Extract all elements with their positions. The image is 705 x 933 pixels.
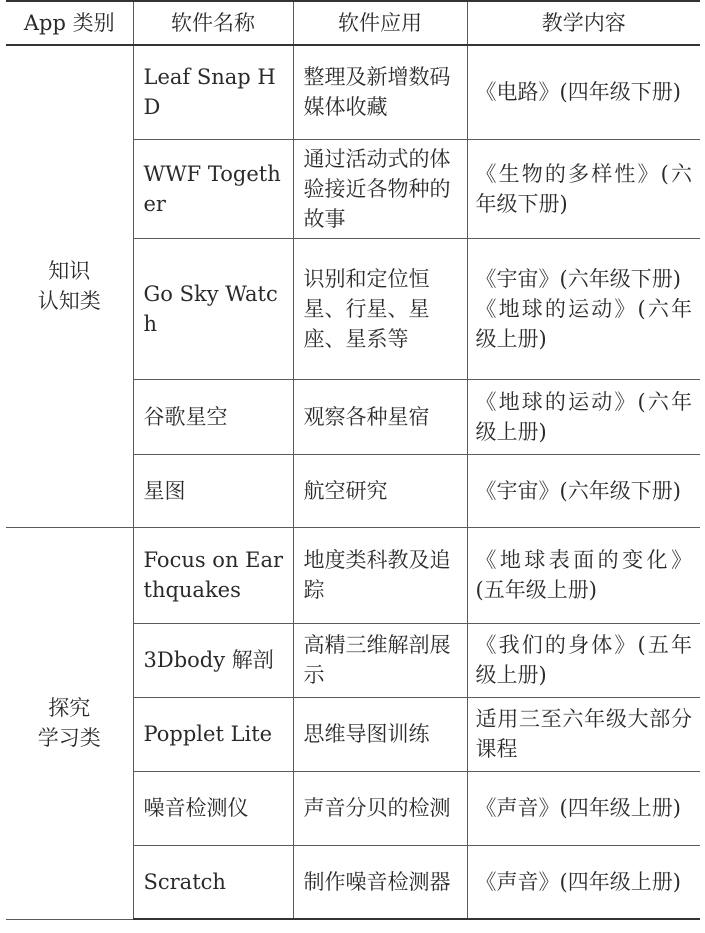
- category-cell: [6, 527, 133, 919]
- software-use: 地度类科教及追踪: [293, 527, 467, 623]
- category-label: 探究 学习类: [37, 696, 101, 750]
- software-name: 谷歌星空: [133, 379, 293, 454]
- teaching-content: 《我们的身体》(五年级上册): [467, 623, 700, 697]
- software-name: Popplet Lite: [133, 697, 293, 771]
- teaching-content: 《电路》(四年级下册): [467, 45, 700, 139]
- software-use: 观察各种星宿: [293, 379, 467, 454]
- header-row: [6, 1, 700, 45]
- software-name: Go Sky Watch: [133, 238, 293, 379]
- teaching-content: 《声音》(四年级上册): [467, 845, 700, 919]
- software-use: 声音分贝的检测: [293, 771, 467, 845]
- teaching-content: 《宇宙》(六年级下册) 《地球的运动》(六年级上册): [467, 238, 700, 379]
- teaching-content: 《宇宙》(六年级下册): [467, 454, 700, 527]
- software-use: 通过活动式的体验接近各物种的故事: [293, 139, 467, 238]
- teaching-content: 适用三至六年级大部分课程: [467, 697, 700, 771]
- teaching-content: 《地球的运动》(六年级上册): [467, 379, 700, 454]
- software-name: 3Dbody 解剖: [133, 623, 293, 697]
- header-teaching-content: 教学内容: [467, 1, 700, 45]
- teaching-content: 《地球表面的变化》(五年级上册): [467, 527, 700, 623]
- software-use: 航空研究: [293, 454, 467, 527]
- category-label: 知识 认知类: [37, 259, 101, 314]
- software-name: WWF Together: [133, 139, 293, 238]
- software-name: Focus on Earthquakes: [133, 527, 293, 623]
- software-name: Scratch: [133, 845, 293, 919]
- header-software-name: 软件名称: [133, 1, 293, 45]
- software-name: 噪音检测仪: [133, 771, 293, 845]
- table-row: [6, 527, 700, 623]
- table-row: [6, 45, 700, 139]
- software-name: 星图: [133, 454, 293, 527]
- software-use: 识别和定位恒星、行星、星座、星系等: [293, 238, 467, 379]
- software-use: 制作噪音检测器: [293, 845, 467, 919]
- app-table: [6, 0, 700, 920]
- teaching-content: 《声音》(四年级上册): [467, 771, 700, 845]
- software-use: 整理及新增数码媒体收藏: [293, 45, 467, 139]
- software-use: 思维导图训练: [293, 697, 467, 771]
- software-name: Leaf Snap HD: [133, 45, 293, 139]
- teaching-content: 《生物的多样性》(六年级下册): [467, 139, 700, 238]
- header-app-category: App 类别: [6, 1, 133, 45]
- header-software-use: 软件应用: [293, 1, 467, 45]
- software-use: 高精三维解剖展示: [293, 623, 467, 697]
- category-cell: [6, 45, 133, 527]
